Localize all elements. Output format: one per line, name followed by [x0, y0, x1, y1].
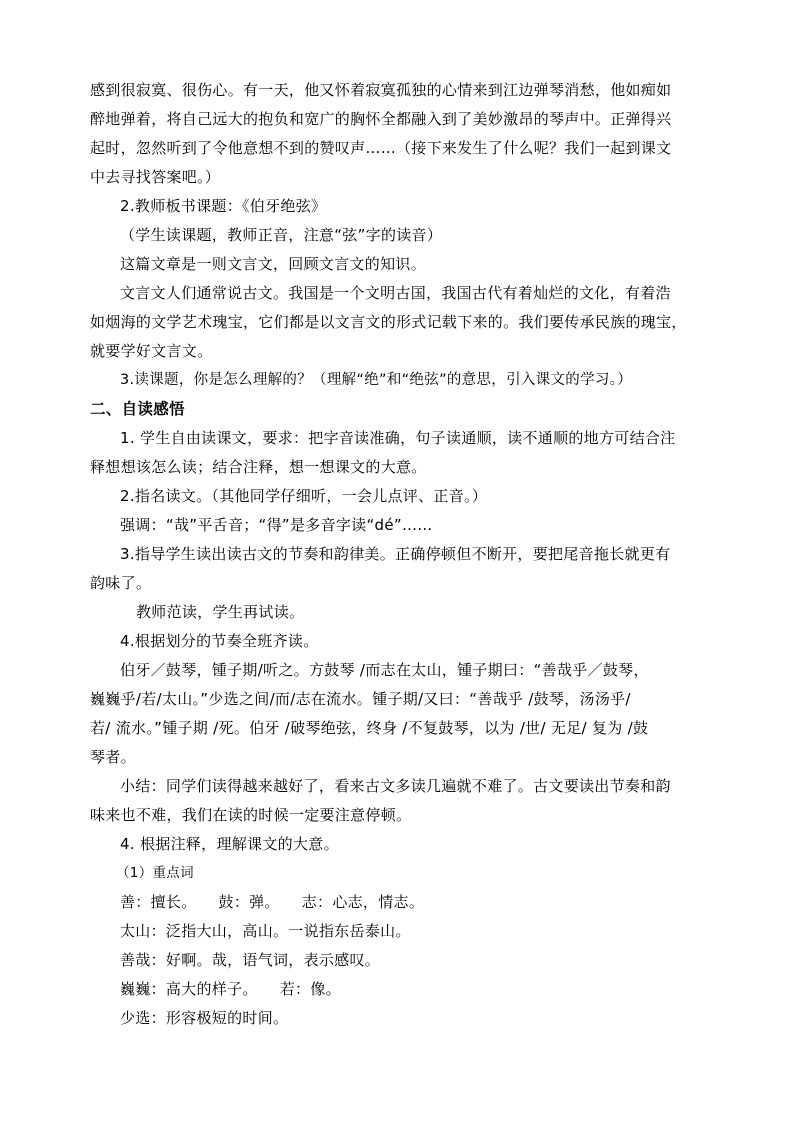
paragraph-line: 1. 学生自由读课文，要求：把字音读准确，句子读通顺，读不通顺的地方可结合注	[120, 429, 676, 447]
paragraph-line: 琴者。	[90, 748, 136, 766]
paragraph-line: （学生读课题，教师正音，注意“弦”字的读音）	[120, 226, 443, 244]
document-page	[90, 76, 704, 1033]
definition-item: 志：心志，情志。	[301, 893, 425, 911]
paragraph-line: 3.读课题，你是怎么理解的？（理解“绝”和“绝弦”的意思，引入课文的学习。）	[120, 372, 633, 388]
definition-item: 鼓：弹。	[218, 893, 280, 911]
paragraph-line: 醉地弹着，将自己远大的抱负和宽广的胸怀全都融入到了美妙激昂的琴声中。正弹得兴	[90, 110, 672, 128]
paragraph-line	[90, 975, 704, 1004]
paragraph-line: 太山：泛指大山，高山。一说指东岳泰山。	[120, 922, 411, 940]
paragraph-line: 起时，忽然听到了令他意想不到的赞叹声……（接下来发生了什么呢？我们一起到课文	[90, 139, 672, 157]
definition-item: 若：像。	[279, 980, 341, 998]
paragraph-line: 释想想该怎么读；结合注释，想一想课文的大意。	[90, 458, 427, 476]
paragraph-line: 4. 根据注释，理解课文的大意。	[120, 835, 339, 853]
paragraph-line: 感到很寂寞、很伤心。有一天，他又怀着寂寞孤独的心情来到江边弹琴消愁，他如痴如	[90, 81, 672, 99]
paragraph-line: 强调：“哉”平舌音；“得”是多音字读“dé”……	[120, 516, 433, 534]
definition-item: 善：擅长。	[120, 893, 197, 911]
paragraph-line: 巍巍乎/若/太山。”少选之间/而/志在流水。锺子期/又曰：“善哉乎 /鼓琴，汤汤乎/	[90, 690, 631, 708]
section-heading: 二、自读感悟	[90, 400, 185, 418]
paragraph-line: 2.指名读文。（其他同学仔细听，一会儿点评、正音。）	[120, 487, 488, 505]
paragraph-line: 这篇文章是一则文言文，回顾文言文的知识。	[120, 255, 427, 273]
paragraph-line: 4.根据划分的节奏全班齐读。	[120, 632, 319, 650]
paragraph-line: 若/ 流水。”锺子期 /死。伯牙 /破琴绝弦，终身 /不复鼓琴，以为 /世/ 无足/ 复为 /鼓	[90, 719, 649, 737]
paragraph-line: 2.教师板书课题：《伯牙绝弦》	[120, 197, 327, 215]
paragraph-line: 3.指导学生读出读古文的节奏和韵律美。正确停顿但不断开，要把尾音拖长就更有	[120, 545, 671, 563]
paragraph-line: 中去寻找答案吧。）	[90, 168, 221, 186]
paragraph-line: （1）重点词	[116, 865, 194, 881]
paragraph-line: 韵味了。	[90, 574, 152, 592]
paragraph-line	[90, 888, 704, 917]
paragraph-line: 就要学好文言文。	[90, 342, 213, 360]
paragraph-line: 味来也不难，我们在读的时候一定要注意停顿。	[90, 806, 412, 824]
paragraph-line: 伯牙／鼓琴，锺子期/听之。方鼓琴 /而志在太山，锺子期曰：“善哉乎／鼓琴，	[120, 661, 649, 679]
definition-item: 巍巍：高大的样子。	[120, 980, 258, 998]
paragraph-line: 少选：形容极短的时间。	[120, 1009, 289, 1027]
paragraph-line: 善哉：好啊。哉，语气词，表示感叹。	[120, 951, 381, 969]
paragraph-line: 教师范读，学生再试读。	[136, 603, 305, 621]
paragraph-line: 小结：同学们读得越来越好了，看来古文多读几遍就不难了。古文要读出节奏和韵	[120, 777, 671, 795]
paragraph-line: 如烟海的文学艺术瑰宝，它们都是以文言文的形式记载下来的。我们要传承民族的瑰宝，	[90, 313, 687, 331]
paragraph-line: 文言文人们通常说古文。我国是一个文明古国，我国古代有着灿烂的文化，有着浩	[120, 284, 671, 302]
